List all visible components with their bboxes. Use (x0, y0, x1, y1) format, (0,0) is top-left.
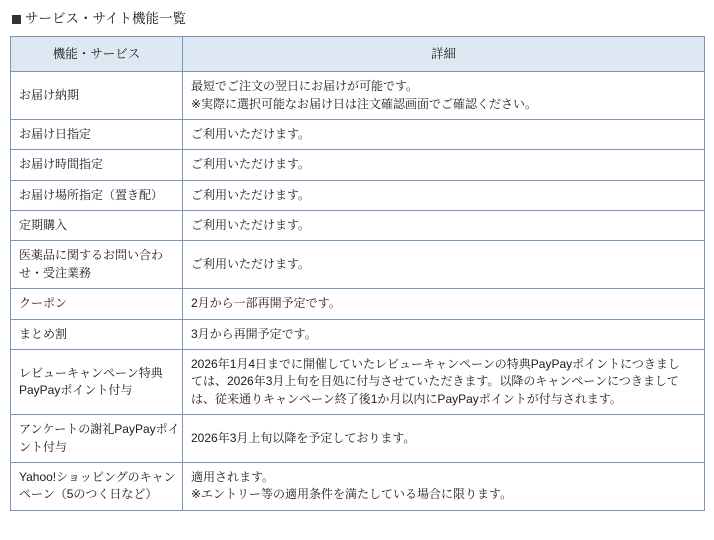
row-label: お届け納期 (11, 72, 183, 120)
table-header (11, 37, 705, 72)
table-row (11, 462, 705, 510)
table-row (11, 72, 705, 120)
row-label: お届け日指定 (11, 119, 183, 149)
row-detail: ご利用いただけます。 (183, 241, 705, 289)
row-detail: 2月から一部再開予定です。 (183, 289, 705, 319)
table-row (11, 180, 705, 210)
table-row (11, 150, 705, 180)
table-row (11, 415, 705, 463)
row-label: 定期購入 (11, 211, 183, 241)
row-detail: ご利用いただけます。 (183, 119, 705, 149)
table-row (11, 211, 705, 241)
table-row (11, 289, 705, 319)
square-bullet-icon (12, 15, 21, 24)
row-detail: 2026年3月上旬以降を予定しております。 (183, 415, 705, 463)
row-label: お届け場所指定（置き配） (11, 180, 183, 210)
row-label: Yahoo!ショッピングのキャン ペーン（5のつく日など） (11, 462, 183, 510)
features-table (10, 36, 705, 511)
row-detail: 2026年1月4日までに開催していたレビューキャンペーンの特典PayPayポイントにつきまし ては、2026年3月上旬を目処に付与させていただきます。以降のキャンペーンにつきまして は、従来通りキャンペーン終了後1か月以内にPayPayポイントが付与されます。 (183, 350, 705, 415)
row-detail: 最短でご注文の翌日にお届けが可能です。 ※実際に選択可能なお届け日は注文確認画面でご確認ください。 (183, 72, 705, 120)
table-row (11, 350, 705, 415)
row-detail: 適用されます。 ※エントリー等の適用条件を満たしている場合に限ります。 (183, 462, 705, 510)
column-header-detail: 詳細 (183, 37, 705, 72)
row-label: お届け時間指定 (11, 150, 183, 180)
table-body (11, 72, 705, 511)
row-label: クーポン (11, 289, 183, 319)
page-title (12, 10, 704, 28)
row-detail: ご利用いただけます。 (183, 150, 705, 180)
table-row (11, 241, 705, 289)
row-label: 医薬品に関するお問い合わ せ・受注業務 (11, 241, 183, 289)
row-label: まとめ割 (11, 319, 183, 349)
page-title-text: サービス・サイト機能一覧 (25, 11, 187, 26)
row-detail: ご利用いただけます。 (183, 211, 705, 241)
row-detail: 3月から再開予定です。 (183, 319, 705, 349)
table-row (11, 119, 705, 149)
row-label: レビューキャンペーン特典 PayPayポイント付与 (11, 350, 183, 415)
row-label: アンケートの謝礼PayPayポイ ント付与 (11, 415, 183, 463)
row-detail: ご利用いただけます。 (183, 180, 705, 210)
table-header-row (11, 37, 705, 72)
table-row (11, 319, 705, 349)
column-header-service: 機能・サービス (11, 37, 183, 72)
